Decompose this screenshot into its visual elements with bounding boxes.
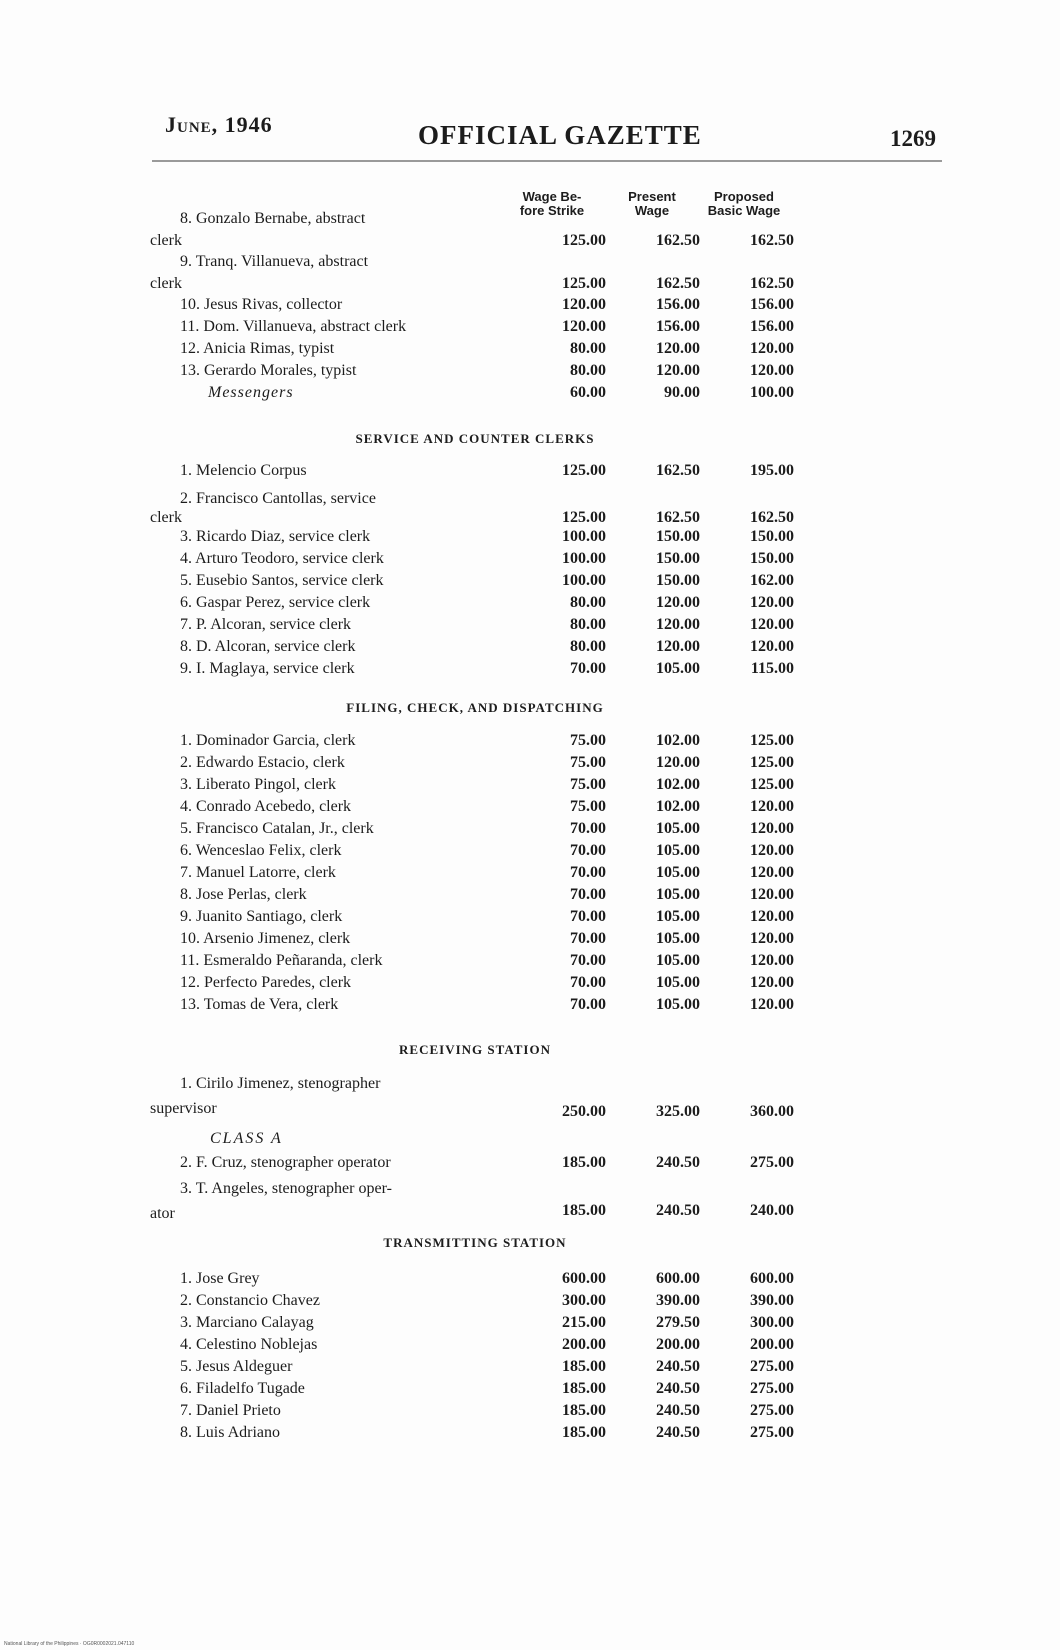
table-row-continuation [150,232,800,254]
proposed-wage-cell: 125.00 [750,732,794,749]
proposed-wage-cell: 156.00 [750,318,794,335]
header-rule [152,160,942,162]
wage-before-strike-cell: 100.00 [562,572,606,589]
present-wage-cell: 120.00 [656,594,700,611]
present-wage-cell: 120.00 [656,362,700,379]
proposed-wage-cell: 200.00 [750,1336,794,1353]
proposed-wage-cell: 150.00 [750,550,794,567]
present-wage-cell: 102.00 [656,798,700,815]
proposed-wage-cell: 100.00 [750,384,794,401]
wage-before-strike-cell: 185.00 [562,1424,606,1441]
present-wage-cell: 325.00 [656,1103,700,1120]
page-number: 1269 [890,126,936,151]
proposed-wage-cell: 195.00 [750,462,794,479]
present-wage-cell: 600.00 [656,1270,700,1287]
table-row [150,1270,800,1292]
row-name-continuation: clerk [150,275,182,292]
present-wage-cell: 150.00 [656,572,700,589]
present-wage-cell: 240.50 [656,1380,700,1397]
row-name: 4. Celestino Noblejas [180,1336,318,1353]
col-header-present-wage: Present Wage [628,189,676,218]
section-heading-filing: FILING, CHECK, AND DISPATCHING [346,700,604,715]
proposed-wage-cell: 162.50 [750,232,794,249]
present-wage-cell: 150.00 [656,550,700,567]
present-wage-cell: 162.50 [656,509,700,526]
present-wage-cell: 156.00 [656,296,700,313]
present-wage-cell: 120.00 [656,340,700,357]
wage-before-strike-cell: 200.00 [562,1336,606,1353]
wage-before-strike-cell: 70.00 [570,952,606,969]
proposed-wage-cell: 156.00 [750,296,794,313]
row-name: 5. Francisco Catalan, Jr., clerk [180,820,374,837]
table-row [150,908,800,930]
wage-before-strike-cell: 120.00 [562,296,606,313]
proposed-wage-cell: 120.00 [750,930,794,947]
row-name: 13. Gerardo Morales, typist [180,362,357,379]
present-wage-cell: 105.00 [656,930,700,947]
proposed-wage-cell: 275.00 [750,1154,794,1171]
row-name: 2. F. Cruz, stenographer operator [180,1154,391,1171]
row-name: 9. Tranq. Villanueva, abstract [180,253,369,270]
proposed-wage-cell: 275.00 [750,1402,794,1419]
wage-before-strike-cell: 185.00 [562,1154,606,1171]
present-wage-cell: 200.00 [656,1336,700,1353]
proposed-wage-cell: 275.00 [750,1380,794,1397]
wage-before-strike-cell: 185.00 [562,1202,606,1219]
section-heading-receiving: RECEIVING STATION [399,1042,551,1057]
proposed-wage-cell: 120.00 [750,340,794,357]
wage-before-strike-cell: 120.00 [562,318,606,335]
proposed-wage-cell: 275.00 [750,1358,794,1375]
table-row [150,974,800,996]
row-name: 6. Filadelfo Tugade [180,1380,305,1397]
present-wage-cell: 162.50 [656,275,700,292]
row-name: 8. D. Alcoran, service clerk [180,638,356,655]
table-row-continuation [150,1100,800,1122]
proposed-wage-cell: 162.50 [750,509,794,526]
wage-before-strike-cell: 70.00 [570,820,606,837]
table-row [150,528,800,550]
row-name: 8. Luis Adriano [180,1424,280,1441]
wage-before-strike-cell: 70.00 [570,908,606,925]
table-row [150,732,800,754]
wage-before-strike-cell: 250.00 [562,1103,606,1120]
table-row-continuation [150,275,800,297]
row-name: 12. Perfecto Paredes, clerk [180,974,352,991]
table-row [150,340,800,362]
wage-before-strike-cell: 185.00 [562,1402,606,1419]
present-wage-cell: 105.00 [656,908,700,925]
table-row [150,842,800,864]
proposed-wage-cell: 390.00 [750,1292,794,1309]
row-name: Messengers [208,384,294,401]
wage-before-strike-cell: 70.00 [570,660,606,677]
row-name: 8. Jose Perlas, clerk [180,886,307,903]
table-row [150,820,800,842]
proposed-wage-cell: 120.00 [750,908,794,925]
table-row [150,1154,800,1176]
header-date: June, 1946 [165,112,273,137]
table-row [150,1292,800,1314]
proposed-wage-cell: 120.00 [750,886,794,903]
wage-before-strike-cell: 185.00 [562,1358,606,1375]
table-row [150,296,800,318]
row-name: 2. Edwardo Estacio, clerk [180,754,345,771]
table-row [150,362,800,384]
row-name-continuation: supervisor [150,1100,217,1117]
present-wage-cell: 120.00 [656,638,700,655]
row-name: 10. Jesus Rivas, collector [180,296,343,313]
row-name: 7. Daniel Prieto [180,1402,281,1419]
proposed-wage-cell: 120.00 [750,820,794,837]
row-name: 7. Manuel Latorre, clerk [180,864,336,881]
proposed-wage-cell: 162.00 [750,572,794,589]
table-row [150,1424,800,1446]
wage-before-strike-cell: 80.00 [570,340,606,357]
present-wage-cell: 240.50 [656,1202,700,1219]
table-row [150,660,800,682]
row-name-continuation: ator [150,1205,175,1222]
proposed-wage-cell: 150.00 [750,528,794,545]
table-row [150,572,800,594]
present-wage-cell: 240.50 [656,1424,700,1441]
table-row [150,798,800,820]
present-wage-cell: 240.50 [656,1154,700,1171]
row-name: 3. T. Angeles, stenographer oper- [180,1180,392,1197]
table-row [150,886,800,908]
wage-before-strike-cell: 300.00 [562,1292,606,1309]
row-name: 9. Juanito Santiago, clerk [180,908,343,925]
table-row [150,776,800,798]
present-wage-cell: 240.50 [656,1358,700,1375]
table-row [150,594,800,616]
proposed-wage-cell: 125.00 [750,754,794,771]
present-wage-cell: 390.00 [656,1292,700,1309]
table-row [150,996,800,1018]
col-header-proposed-wage: Proposed Basic Wage [707,189,781,218]
table-row [150,1358,800,1380]
present-wage-cell: 240.50 [656,1402,700,1419]
table-row-continuation [150,1205,800,1227]
present-wage-cell: 162.50 [656,232,700,249]
section-heading-service: SERVICE AND COUNTER CLERKS [355,431,595,446]
proposed-wage-cell: 300.00 [750,1314,794,1331]
proposed-wage-cell: 120.00 [750,594,794,611]
present-wage-cell: 156.00 [656,318,700,335]
row-name: 13. Tomas de Vera, clerk [180,996,339,1013]
row-name: 3. Ricardo Diaz, service clerk [180,528,371,545]
proposed-wage-cell: 120.00 [750,616,794,633]
wage-before-strike-cell: 75.00 [570,776,606,793]
proposed-wage-cell: 120.00 [750,952,794,969]
present-wage-cell: 279.50 [656,1314,700,1331]
wage-before-strike-cell: 75.00 [570,754,606,771]
proposed-wage-cell: 120.00 [750,996,794,1013]
present-wage-cell: 120.00 [656,616,700,633]
present-wage-cell: 102.00 [656,732,700,749]
table-row [150,1402,800,1424]
wage-before-strike-cell: 100.00 [562,528,606,545]
row-name: 5. Eusebio Santos, service clerk [180,572,384,589]
wage-before-strike-cell: 80.00 [570,638,606,655]
row-name: 1. Jose Grey [180,1270,260,1287]
proposed-wage-cell: 120.00 [750,974,794,991]
present-wage-cell: 90.00 [664,384,700,401]
table-row [150,1380,800,1402]
wage-before-strike-cell: 70.00 [570,930,606,947]
proposed-wage-cell: 115.00 [750,660,794,677]
proposed-wage-cell: 125.00 [750,776,794,793]
present-wage-cell: 120.00 [656,754,700,771]
wage-before-strike-cell: 70.00 [570,842,606,859]
wage-before-strike-cell: 60.00 [570,384,606,401]
present-wage-cell: 105.00 [656,842,700,859]
row-name: 8. Gonzalo Bernabe, abstract [180,210,366,227]
wage-before-strike-cell: 70.00 [570,996,606,1013]
row-name: 11. Esmeraldo Peñaranda, clerk [180,952,383,969]
wage-before-strike-cell: 80.00 [570,616,606,633]
row-name: 2. Constancio Chavez [180,1292,320,1309]
table-row [150,864,800,886]
proposed-wage-cell: 120.00 [750,864,794,881]
col-header-wage-before-strike: Wage Be- fore Strike [519,189,585,218]
wage-before-strike-cell: 75.00 [570,798,606,815]
wage-before-strike-cell: 80.00 [570,362,606,379]
table-row [150,616,800,638]
wage-before-strike-cell: 125.00 [562,462,606,479]
proposed-wage-cell: 120.00 [750,638,794,655]
wage-before-strike-cell: 70.00 [570,974,606,991]
wage-before-strike-cell: 125.00 [562,275,606,292]
present-wage-cell: 105.00 [656,864,700,881]
table-row [150,1336,800,1358]
present-wage-cell: 162.50 [656,462,700,479]
proposed-wage-cell: 162.50 [750,275,794,292]
table-row [150,550,800,572]
row-name: 4. Conrado Acebedo, clerk [180,798,352,815]
proposed-wage-cell: 360.00 [750,1103,794,1120]
table-row [150,638,800,660]
section-heading-transmitting: TRANSMITTING STATION [383,1235,567,1250]
present-wage-cell: 105.00 [656,996,700,1013]
row-name: 10. Arsenio Jimenez, clerk [180,930,351,947]
table-row [150,384,800,406]
row-name-continuation: clerk [150,509,182,526]
wage-before-strike-cell: 100.00 [562,550,606,567]
present-wage-cell: 105.00 [656,820,700,837]
row-name: 7. P. Alcoran, service clerk [180,616,352,633]
proposed-wage-cell: 120.00 [750,798,794,815]
proposed-wage-cell: 275.00 [750,1424,794,1441]
present-wage-cell: 105.00 [656,952,700,969]
row-name: 9. I. Maglaya, service clerk [180,660,355,677]
proposed-wage-cell: 600.00 [750,1270,794,1287]
wage-before-strike-cell: 75.00 [570,732,606,749]
proposed-wage-cell: 120.00 [750,362,794,379]
row-name: 2. Francisco Cantollas, service [180,490,376,507]
row-name: 6. Gaspar Perez, service clerk [180,594,371,611]
table-row [150,952,800,974]
row-name: 1. Dominador Garcia, clerk [180,732,356,749]
table-row [150,930,800,952]
wage-before-strike-cell: 70.00 [570,864,606,881]
class-a-label: CLASS A [210,1130,283,1147]
row-name: 1. Melencio Corpus [180,462,307,479]
present-wage-cell: 105.00 [656,660,700,677]
proposed-wage-cell: 240.00 [750,1202,794,1219]
table-row [150,754,800,776]
proposed-wage-cell: 120.00 [750,842,794,859]
footer-credit: National Library of the Philippines · OG0R0002021.047110 [4,1641,135,1647]
row-name: 1. Cirilo Jimenez, stenographer [180,1075,381,1092]
row-name: 11. Dom. Villanueva, abstract clerk [180,318,407,335]
present-wage-cell: 102.00 [656,776,700,793]
wage-before-strike-cell: 185.00 [562,1380,606,1397]
present-wage-cell: 150.00 [656,528,700,545]
table-row [150,318,800,340]
table-row [150,1314,800,1336]
row-name: 3. Liberato Pingol, clerk [180,776,336,793]
row-name: 12. Anicia Rimas, typist [180,340,335,357]
row-name: 3. Marciano Calayag [180,1314,314,1331]
table-row [150,462,800,484]
wage-before-strike-cell: 125.00 [562,232,606,249]
wage-before-strike-cell: 70.00 [570,886,606,903]
wage-before-strike-cell: 215.00 [562,1314,606,1331]
present-wage-cell: 105.00 [656,974,700,991]
wage-before-strike-cell: 125.00 [562,509,606,526]
row-name-continuation: clerk [150,232,182,249]
row-name: 6. Wenceslao Felix, clerk [180,842,342,859]
page-title: OFFICIAL GAZETTE [418,120,702,150]
row-name: 5. Jesus Aldeguer [180,1358,293,1375]
present-wage-cell: 105.00 [656,886,700,903]
wage-before-strike-cell: 600.00 [562,1270,606,1287]
wage-before-strike-cell: 80.00 [570,594,606,611]
row-name: 4. Arturo Teodoro, service clerk [180,550,384,567]
